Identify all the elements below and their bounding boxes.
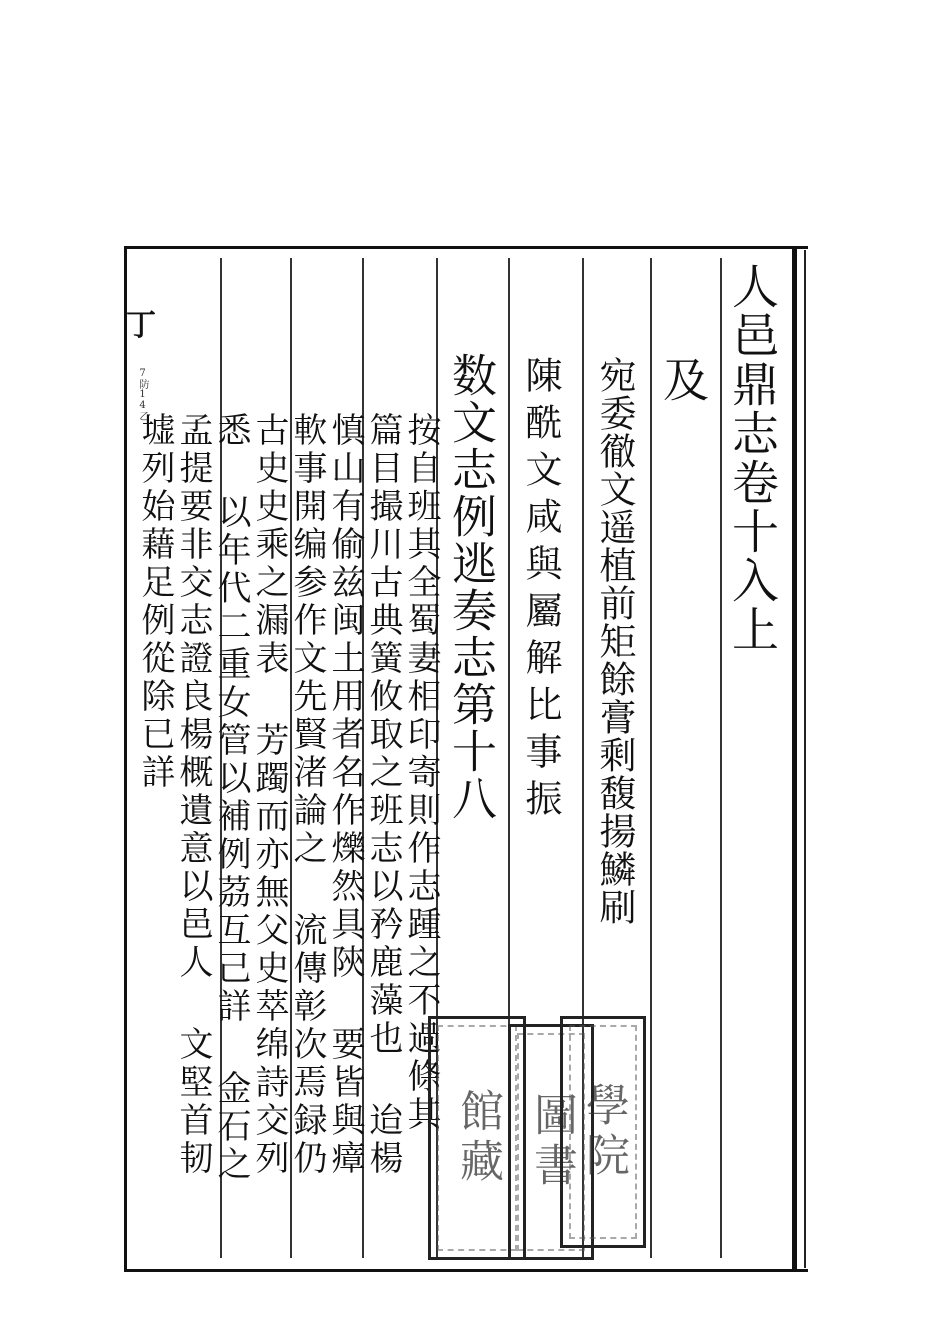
ji-character: 及 bbox=[656, 356, 710, 402]
frame-left-border bbox=[124, 246, 127, 1269]
note-column: 以年代二重女管以補例茘互己詳 bbox=[211, 494, 251, 1026]
volume-title: 人邑鼎志卷十入上 bbox=[724, 262, 779, 654]
margin-catalog-note: 7防14乙 bbox=[137, 368, 148, 421]
note-column: 文堅首韧墟列始藉足例從除已詳 bbox=[135, 412, 213, 1178]
section-heading: 数文志例逃奏志第十八 bbox=[444, 352, 497, 822]
note-column: 篇目撮川古典簧攸取之班志以矜鹿藻也 bbox=[363, 412, 403, 1058]
margin-glyph: 丁 bbox=[126, 308, 156, 343]
seal-text: 圖書 bbox=[526, 1092, 577, 1192]
seal-text: 學院 bbox=[578, 1082, 629, 1182]
note-column: 要皆與瘴軟事開编参作文先賢渚論之 bbox=[287, 412, 365, 1178]
note-column: 芳躅而亦無父史萃绵詩交列悉 bbox=[211, 412, 289, 1178]
column-rule bbox=[650, 258, 652, 1258]
seal-text: 館藏 bbox=[452, 1088, 503, 1188]
editors-column: 陳酰文咸與屬解比事振 bbox=[519, 356, 562, 826]
library-seal bbox=[560, 1016, 646, 1248]
note-column: 流傳彰次焉録仍古史史乘之漏表 bbox=[249, 412, 327, 1178]
frame-right-inner-border bbox=[804, 250, 806, 1268]
note-column: 金石之孟提要非交志證良楊概遺意以邑人 bbox=[173, 412, 251, 1184]
frame-right-border bbox=[792, 246, 797, 1269]
note-column: 按自班其全蜀妻相印寄則作志踵之不過條其 bbox=[401, 412, 441, 1134]
column-rule bbox=[720, 258, 722, 1258]
note-block bbox=[136, 412, 440, 1212]
note-column: 迨楊慎山有偷兹闽土用者名作爍然具陝 bbox=[325, 412, 403, 1178]
names-column: 宛委徹文遥植前矩餘膏剩馥揚鱗刷 bbox=[593, 356, 636, 926]
